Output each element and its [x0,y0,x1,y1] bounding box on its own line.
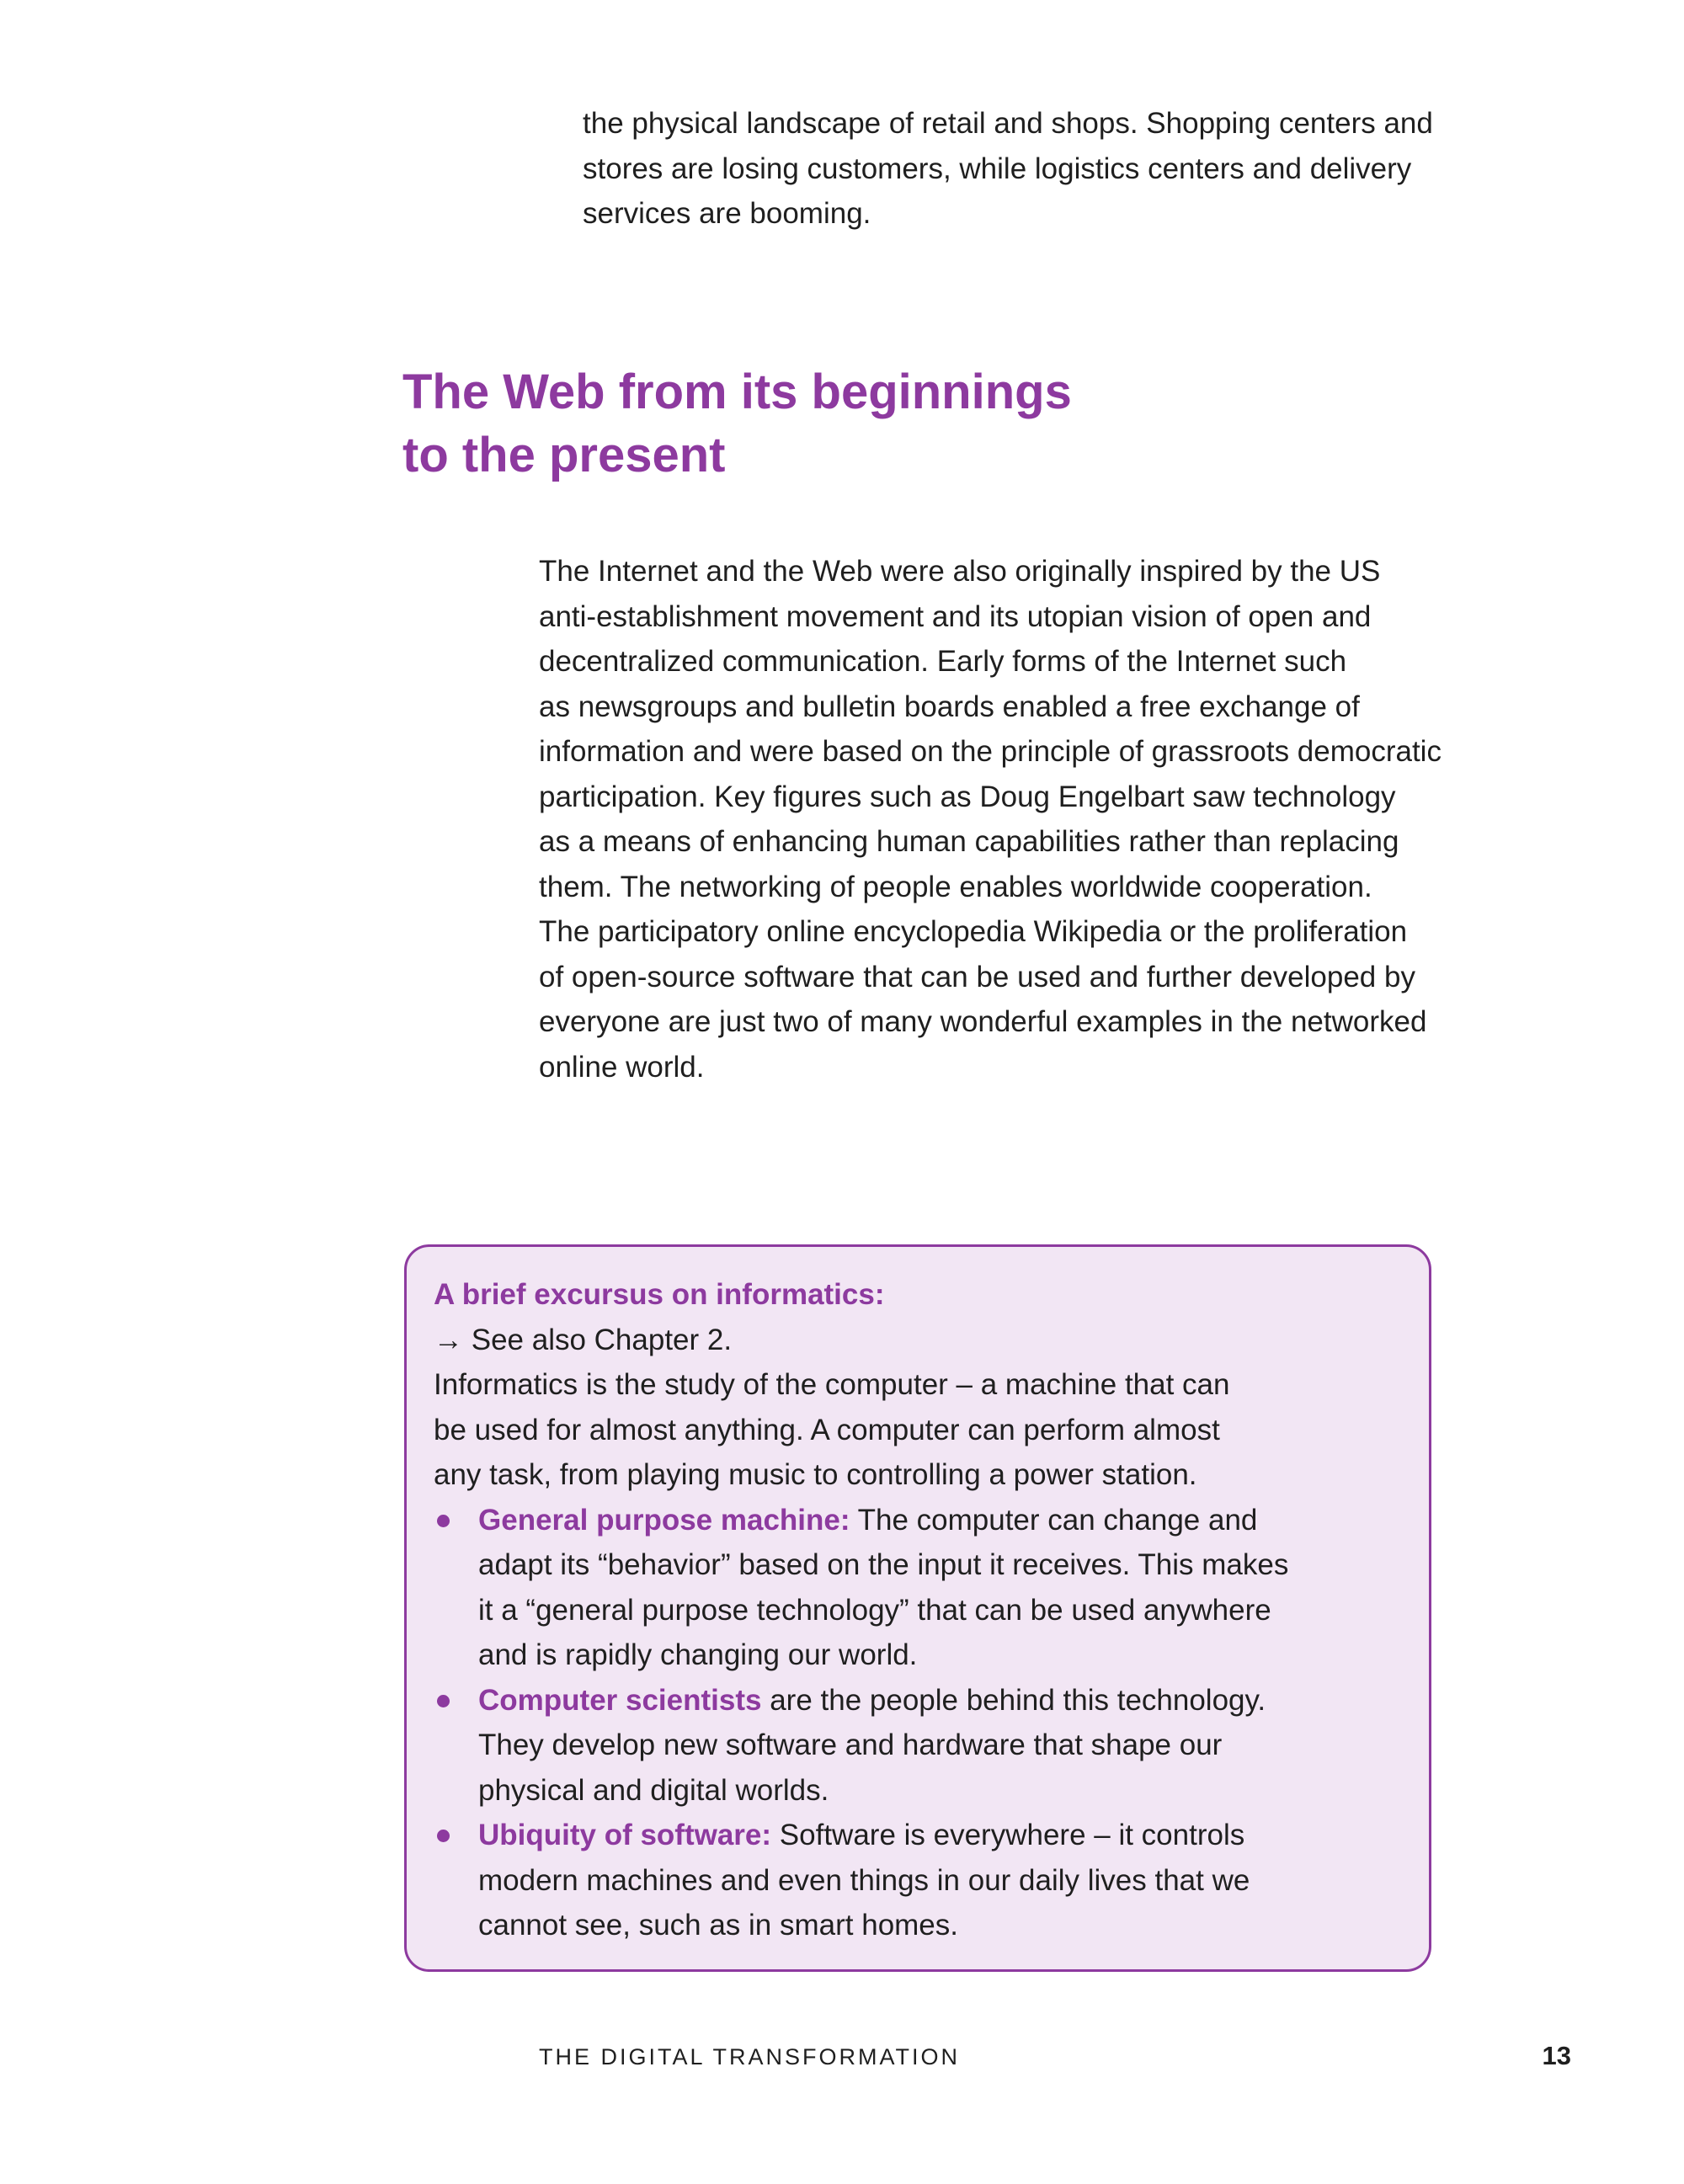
text: The computer can change and [850,1503,1258,1537]
text-line: everyone are just two of many wonderful examples in the networked [539,1005,1427,1038]
list-item [434,1498,1288,1678]
text-line: The participatory online encyclopedia Wikipedia or the proliferation [539,915,1408,948]
excursus-box [404,1244,1431,1972]
text-line: of open-source software that can be used and further developed by [539,960,1415,993]
text-line: information and were based on the principle of grassroots democratic [539,735,1442,768]
text-line: be used for almost anything. A computer can perform almost [434,1413,1220,1446]
see-also-link[interactable]: → See also Chapter 2. [434,1323,733,1356]
text-line: stores are losing customers, while logistics centers and delivery [583,152,1412,185]
heading-line: to the present [402,428,726,482]
section-heading [402,360,1072,487]
bullet-term: Computer scientists [478,1683,762,1717]
text-line: Informatics is the study of the computer – a machine that can [434,1368,1230,1401]
page-number: 13 [1542,2041,1571,2070]
text-line: anti-establishment movement and its utopian vision of open and [539,599,1372,633]
text: Software is everywhere – it controls [771,1819,1245,1851]
text-line: them. The networking of people enables worldwide cooperation. [539,870,1372,903]
text-line: any task, from playing music to controlling a power station. [434,1458,1197,1491]
text-line: decentralized communication. Early forms of the Internet such [539,645,1347,678]
text-line: the physical landscape of retail and shops. Shopping centers and [583,107,1433,140]
text-line: participation. Key figures such as Doug Engelbart saw technology [539,780,1396,813]
intro-paragraph [583,101,1433,237]
list-item [434,1813,1288,1948]
text-line: modern machines and even things in our daily lives that we [478,1863,1250,1897]
bullet-icon [437,1695,450,1707]
text-line: adapt its “behavior” based on the input it receives. This makes [478,1548,1289,1581]
text-line: and is rapidly changing our world. [478,1638,918,1671]
text-line: They develop new software and hardware that shape our [478,1729,1223,1761]
bullet-icon [437,1830,450,1842]
body-paragraph [539,549,1442,1089]
bullet-term: General purpose machine: [478,1503,850,1537]
text-line: physical and digital worlds. [478,1773,829,1807]
text-line: online world. [539,1050,705,1084]
text-line: as newsgroups and bulletin boards enabled a free exchange of [539,690,1360,723]
text-line: cannot see, such as in smart homes. [478,1909,958,1942]
bullet-term: Ubiquity of software: [478,1819,772,1851]
text: are the people behind this technology. [761,1683,1266,1717]
running-footer-title: THE DIGITAL TRANSFORMATION [539,2044,961,2069]
list-item [434,1678,1288,1814]
text-line: as a means of enhancing human capabilities rather than replacing [539,825,1399,858]
text-line: The Internet and the Web were also originally inspired by the US [539,555,1381,588]
text-line: it a “general purpose technology” that can be used anywhere [478,1593,1271,1627]
text-line: services are booming. [583,197,871,230]
heading-line: The Web from its beginnings [402,365,1072,419]
box-title: A brief excursus on informatics: [434,1278,885,1311]
bullet-icon [437,1515,450,1527]
